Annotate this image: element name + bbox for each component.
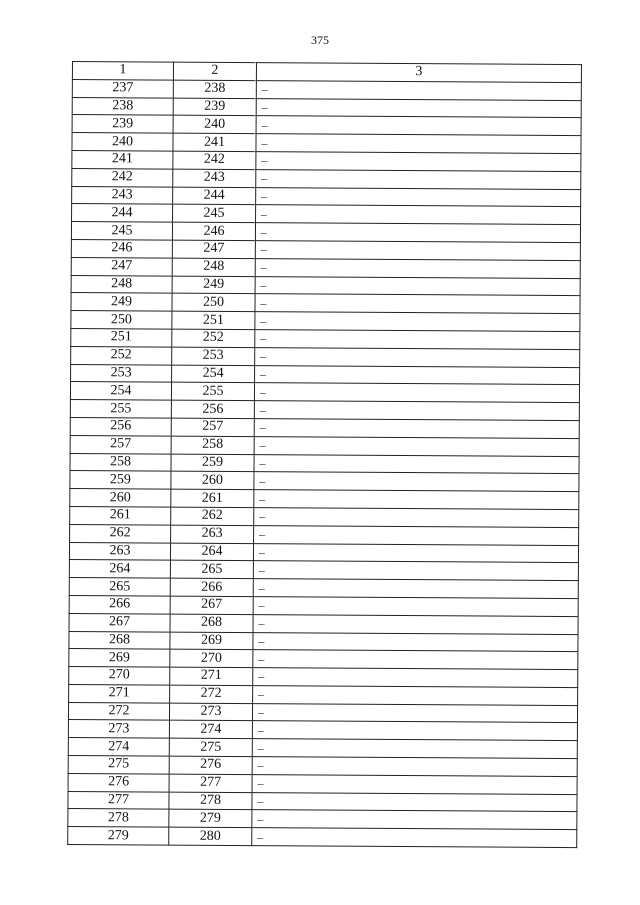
table-cell-col3: –	[256, 169, 581, 189]
table-cell-col2: 242	[173, 151, 256, 169]
table-cell-col2: 272	[170, 685, 253, 703]
table-cell-col1: 237	[72, 79, 173, 97]
table-cell-col3: –	[253, 614, 578, 634]
column-header-3: 3	[256, 63, 581, 83]
table-cell-col1: 261	[70, 506, 171, 524]
table-cell-col3: –	[255, 312, 580, 332]
table-cell-col1: 254	[70, 382, 171, 400]
table-cell-col3: –	[254, 383, 579, 403]
table-cell-col2: 246	[172, 222, 255, 240]
table-cell-col1: 251	[71, 328, 172, 346]
table-cell-col1: 272	[68, 702, 169, 720]
table-cell-col3: –	[255, 241, 580, 261]
table-cell-col3: –	[253, 597, 578, 617]
table-cell-col3: –	[252, 774, 577, 794]
table-cell-col3: –	[254, 472, 579, 492]
table-cell-col1: 262	[70, 524, 171, 542]
table-cell-col1: 278	[68, 809, 169, 827]
table-cell-col1: 273	[68, 720, 169, 738]
table-cell-col2: 278	[169, 792, 252, 810]
table-cell-col3: –	[252, 828, 577, 848]
table-cell-col3: –	[254, 525, 579, 545]
table-cell-col2: 240	[173, 116, 256, 134]
table-cell-col1: 276	[68, 773, 169, 791]
table-cell-col2: 244	[173, 187, 256, 205]
table-cell-col3: –	[253, 561, 578, 581]
table-cell-col3: –	[254, 454, 579, 474]
table-cell-col1: 263	[69, 542, 170, 560]
table-cell-col2: 273	[169, 703, 252, 721]
table-cell-col2: 265	[170, 560, 253, 578]
table-cell-col3: –	[252, 792, 577, 812]
page-number: 375	[311, 33, 329, 47]
table-cell-col1: 260	[70, 489, 171, 507]
table-cell-col2: 243	[173, 169, 256, 187]
table-cell-col3: –	[255, 330, 580, 350]
table-cell-col2: 238	[173, 80, 256, 98]
table-cell-col2: 268	[170, 614, 253, 632]
table-cell-col1: 258	[70, 453, 171, 471]
table-cell-col1: 264	[69, 560, 170, 578]
table-cell-col1: 259	[70, 471, 171, 489]
table-cell-col2: 248	[172, 258, 255, 276]
table-cell-col3: –	[256, 152, 581, 172]
table-cell-col1: 275	[68, 756, 169, 774]
table-cell-col3: –	[253, 668, 578, 688]
table-cell-col3: –	[252, 739, 577, 759]
table-cell-col2: 258	[171, 436, 254, 454]
table-cell-col3: –	[252, 721, 577, 741]
table-cell-col1: 246	[71, 239, 172, 257]
table-cell-col3: –	[254, 401, 579, 421]
table-cell-col2: 249	[172, 276, 255, 294]
table-cell-col3: –	[254, 490, 579, 510]
table-cell-col3: –	[253, 579, 578, 599]
table-cell-col3: –	[253, 543, 578, 563]
table-cell-col3: –	[255, 258, 580, 278]
table-cell-col1: 277	[68, 791, 169, 809]
table-cell-col3: –	[256, 116, 581, 136]
table-cell-col2: 271	[170, 667, 253, 685]
table-cell-col2: 276	[169, 756, 252, 774]
table-cell-col2: 269	[170, 632, 253, 650]
table-cell-col1: 248	[71, 275, 172, 293]
table-cell-col1: 279	[68, 827, 169, 845]
table-cell-col3: –	[252, 757, 577, 777]
table-cell-col2: 270	[170, 649, 253, 667]
table-cell-col2: 274	[169, 721, 252, 739]
table-body	[68, 79, 582, 847]
table-row	[68, 827, 577, 848]
table-cell-col3: –	[254, 419, 579, 439]
table-cell-col3: –	[253, 686, 578, 706]
table-cell-col1: 271	[69, 684, 170, 702]
table-cell-col3: –	[256, 134, 581, 154]
table-cell-col3: –	[256, 205, 581, 225]
table-cell-col1: 252	[71, 346, 172, 364]
table-cell-col1: 239	[72, 115, 173, 133]
table-cell-col2: 267	[170, 596, 253, 614]
table-cell-col1: 245	[71, 222, 172, 240]
table-cell-col3: –	[255, 294, 580, 314]
table-cell-col1: 242	[72, 168, 173, 186]
table-cell-col1: 269	[69, 649, 170, 667]
table-cell-col2: 261	[171, 489, 254, 507]
table-cell-col1: 250	[71, 311, 172, 329]
table-cell-col2: 266	[170, 578, 253, 596]
table-cell-col3: –	[255, 347, 580, 367]
table-cell-col2: 255	[171, 382, 254, 400]
table-cell-col1: 274	[68, 738, 169, 756]
table-cell-col2: 254	[172, 365, 255, 383]
table-cell-col2: 256	[171, 400, 254, 418]
table-cell-col3: –	[256, 187, 581, 207]
table-cell-col2: 277	[169, 774, 252, 792]
table-cell-col1: 257	[70, 435, 171, 453]
column-header-1: 1	[72, 62, 173, 80]
table-cell-col2: 245	[173, 204, 256, 222]
table-cell-col3: –	[255, 276, 580, 296]
table-cell-col3: –	[255, 223, 580, 243]
table-cell-col1: 240	[72, 133, 173, 151]
table-cell-col2: 279	[169, 810, 252, 828]
table-cell-col1: 244	[72, 204, 173, 222]
table-cell-col2: 250	[172, 293, 255, 311]
table-cell-col2: 280	[169, 827, 252, 845]
table-cell-col1: 255	[70, 400, 171, 418]
table-cell-col1: 267	[69, 613, 170, 631]
table-cell-col2: 262	[171, 507, 254, 525]
table-cell-col2: 252	[172, 329, 255, 347]
table-cell-col1: 270	[69, 667, 170, 685]
table-cell-col2: 241	[173, 133, 256, 151]
table-cell-col1: 256	[70, 417, 171, 435]
table-cell-col3: –	[256, 80, 581, 100]
table-cell-col1: 266	[69, 595, 170, 613]
table-cell-col2: 239	[173, 98, 256, 116]
table-cell-col1: 238	[72, 97, 173, 115]
table-cell-col3: –	[256, 98, 581, 118]
table-cell-col3: –	[253, 650, 578, 670]
table-cell-col1: 243	[72, 186, 173, 204]
table-cell-col2: 257	[171, 418, 254, 436]
table-cell-col1: 249	[71, 293, 172, 311]
table-cell-col3: –	[253, 632, 578, 652]
table-cell-col2: 263	[171, 525, 254, 543]
table-cell-col1: 247	[71, 257, 172, 275]
table-cell-col2: 264	[170, 543, 253, 561]
data-table	[67, 61, 582, 848]
table-cell-col2: 260	[171, 471, 254, 489]
column-header-2: 2	[173, 62, 256, 80]
table-cell-col3: –	[252, 703, 577, 723]
table-cell-col2: 253	[172, 347, 255, 365]
table-cell-col1: 241	[72, 150, 173, 168]
table-cell-col1: 253	[71, 364, 172, 382]
table-cell-col3: –	[255, 365, 580, 385]
table-cell-col1: 268	[69, 631, 170, 649]
table-cell-col2: 247	[172, 240, 255, 258]
table-cell-col1: 265	[69, 578, 170, 596]
table-cell-col2: 251	[172, 311, 255, 329]
table-cell-col3: –	[252, 810, 577, 830]
table-cell-col3: –	[254, 436, 579, 456]
table-cell-col2: 275	[169, 738, 252, 756]
table-cell-col2: 259	[171, 454, 254, 472]
table-cell-col3: –	[254, 508, 579, 528]
